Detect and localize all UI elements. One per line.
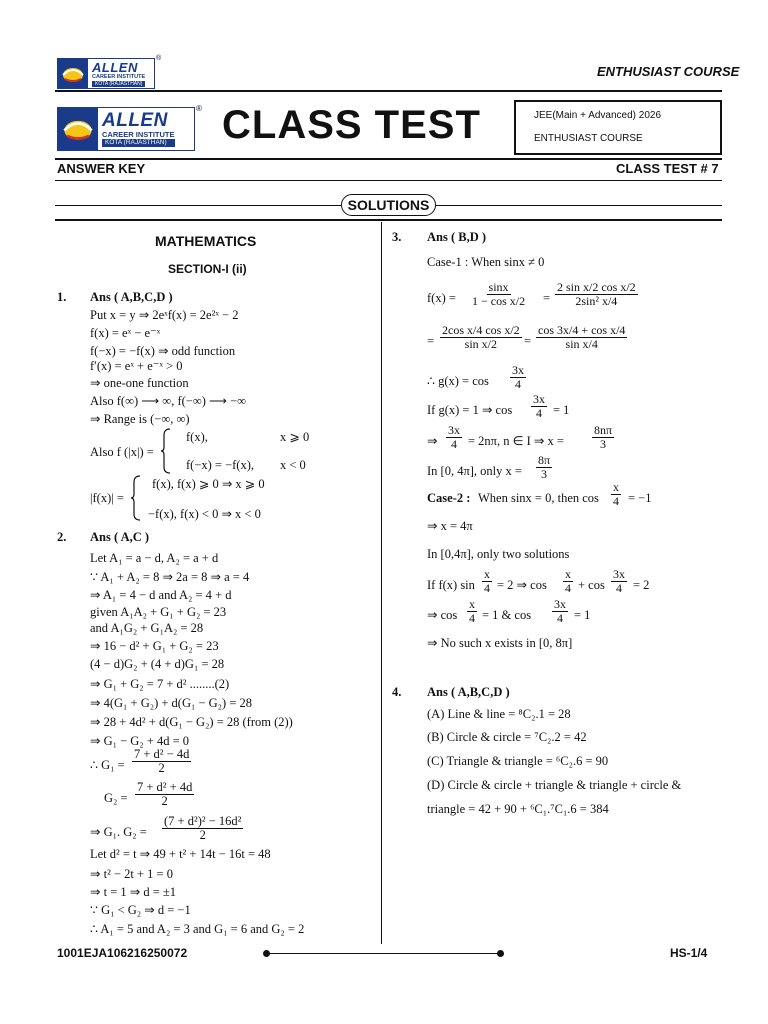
denominator: 4 <box>451 437 457 451</box>
solution-line: Also f(∞) ⟶ ∞, f(−∞) ⟶ −∞ <box>90 394 247 408</box>
denominator: 2 <box>161 794 168 808</box>
fraction <box>555 281 638 308</box>
solution-line: ∵ A₁ + A₂ = 8 ⇒ 2a = 8 ⇒ a = 4 <box>90 570 250 584</box>
numerator: 8nπ <box>594 423 613 437</box>
allen-emblem-icon <box>58 108 98 150</box>
solution-line: (C) Triangle & triangle = ⁶C₂.6 = 90 <box>427 754 609 768</box>
solution-line: ⇒ one-one function <box>90 376 189 390</box>
page-number: HS-1/4 <box>670 946 708 960</box>
numerator: 3x <box>533 392 545 406</box>
solution-line: triangle = 42 + 90 + ⁶C₁.⁷C₁.6 = 384 <box>427 802 609 816</box>
denominator: 4 <box>484 581 490 595</box>
denominator: 3 <box>541 467 548 481</box>
solution-line: ⇒ A₁ = 4 − d and A₂ = 4 + d <box>90 588 232 602</box>
solutions-badge <box>341 194 436 216</box>
solution-line: = <box>427 334 435 348</box>
denominator: 2 <box>199 828 206 842</box>
question-number: 1. <box>57 290 67 304</box>
numerator: 2cos x/4 cos x/2 <box>442 323 520 337</box>
footer-dot <box>497 950 504 957</box>
fraction <box>563 568 573 595</box>
solution-line: ⇒ Range is (−∞, ∞) <box>90 412 190 426</box>
denominator: 4 <box>616 581 622 595</box>
solution-line: ⇒ 4(G₁ + G₂) + d(G₁ − G₂) = 28 <box>90 696 252 710</box>
numerator: (7 + d²)² − 16d² <box>164 814 242 828</box>
small-allen-logo <box>57 58 155 89</box>
registered-mark: ® <box>196 104 202 113</box>
numerator: 7 + d² − 4d <box>134 747 190 761</box>
solution-line: ⇒ G₁ − G₂ + 4d = 0 <box>90 734 190 748</box>
section-heading: SECTION-I (ii) <box>168 262 247 276</box>
header-rule <box>55 180 722 181</box>
solution-line: Case-1 : When sinx ≠ 0 <box>427 255 545 269</box>
footer-dot <box>263 950 270 957</box>
subject-heading: MATHEMATICS <box>155 233 257 249</box>
numerator: x <box>613 480 619 494</box>
fraction <box>440 324 522 351</box>
solution-line: = <box>524 334 532 348</box>
solution-line: ⇒ No such x exists in [0, 8π] <box>427 636 573 650</box>
fraction <box>536 324 627 351</box>
logo-location: KOTA (RAJASTHAN) <box>92 81 145 87</box>
denominator: 4 <box>536 406 542 420</box>
case-label: Case-2 : <box>427 491 471 505</box>
solution-line: + cos <box>578 578 605 592</box>
solution-line: In [0,4π], only two solutions <box>427 547 570 561</box>
solution-line: f(−x) = −f(x) ⇒ odd function <box>90 344 236 358</box>
answer-label: Ans ( A,B,C,D ) <box>90 290 173 304</box>
solution-line: ⇒ 28 + 4d² + d(G₁ − G₂) = 28 (from (2)) <box>90 715 293 729</box>
denominator: 2sin² x/4 <box>575 294 618 308</box>
solution-line: Let A₁ = a − d, A₂ = a + d <box>90 551 219 565</box>
solution-line: G₂ = <box>104 791 128 805</box>
solution-line: f(x), f(x) ⩾ 0 ⇒ x ⩾ 0 <box>152 477 265 491</box>
document-code: 1001EJA106216250072 <box>57 946 188 960</box>
denominator: 4 <box>565 581 571 595</box>
solution-line: ⇒ cos <box>427 608 458 622</box>
denominator: 4 <box>557 611 563 625</box>
solution-line: If f(x) sin <box>427 578 475 592</box>
solution-line: = 1 & cos <box>482 608 532 622</box>
solution-line: If g(x) = 1 ⇒ cos <box>427 403 513 417</box>
solution-line: f(x) = <box>427 291 456 305</box>
left-brace-icon <box>160 427 172 475</box>
numerator: cos 3x/4 + cos x/4 <box>538 323 626 337</box>
denominator: 4 <box>613 494 619 508</box>
numerator: 3x <box>448 423 460 437</box>
solution-line: ⇒ x = 4π <box>427 519 473 533</box>
header-rule <box>55 90 722 92</box>
denominator: sin x/4 <box>565 337 598 351</box>
numerator: 3x <box>512 363 524 377</box>
solution-line: f(x) = eˣ − e⁻ˣ <box>90 326 161 340</box>
solution-line: = 1 <box>574 608 591 622</box>
numerator: x <box>469 597 475 611</box>
fraction <box>470 281 527 308</box>
numerator: x <box>565 567 571 581</box>
course-info-box <box>514 100 722 155</box>
solution-line: ∵ G₁ < G₂ ⇒ d = −1 <box>90 903 191 917</box>
question-number: 3. <box>392 230 402 244</box>
solution-line: Put x = y ⇒ 2eˣf(x) = 2e²ˣ − 2 <box>90 308 239 322</box>
solution-line: ⇒ G₁. G₂ = <box>90 825 147 839</box>
solution-line: −f(x), f(x) < 0 ⇒ x < 0 <box>148 507 261 521</box>
solution-line: (A) Line & line = ⁸C₂.1 = 28 <box>427 707 571 721</box>
class-test-number: CLASS TEST # 7 <box>616 161 719 176</box>
exam-label: JEE(Main + Advanced) 2026 <box>534 110 662 121</box>
solutions-label: SOLUTIONS <box>347 197 430 213</box>
solution-line: ∴ g(x) = cos <box>427 374 489 388</box>
solution-line: = <box>543 291 551 305</box>
solution-line: = 2 <box>633 578 650 592</box>
numerator: 8π <box>538 453 551 467</box>
fraction <box>482 568 492 595</box>
logo-sub: CAREER INSTITUTE <box>92 73 146 80</box>
answer-label: Ans ( B,D ) <box>427 230 487 244</box>
fraction <box>162 815 243 842</box>
solution-line: Let d² = t ⇒ 49 + t² + 14t − 16t = 48 <box>90 847 271 861</box>
solution-line: given A₁A₂ + G₁ + G₂ = 23 <box>90 605 227 619</box>
left-brace-icon <box>130 474 142 522</box>
answer-label: Ans ( A,C ) <box>90 530 150 544</box>
fraction <box>536 454 552 481</box>
denominator: 4 <box>469 611 475 625</box>
solution-line: x < 0 <box>280 458 306 472</box>
numerator: 3x <box>613 567 625 581</box>
answer-label: Ans ( A,B,C,D ) <box>427 685 510 699</box>
solution-line: f(x), <box>186 430 208 444</box>
solutions-rule-right <box>436 205 722 206</box>
registered-mark: ® <box>156 55 162 62</box>
footer-rule <box>266 953 501 954</box>
allen-emblem-icon <box>58 59 88 88</box>
solution-line: When sinx = 0, then cos <box>478 491 599 505</box>
solution-line: x ⩾ 0 <box>280 430 310 444</box>
solution-line: = 2 ⇒ cos <box>497 578 547 592</box>
question-number: 2. <box>57 530 67 544</box>
solution-line: (D) Circle & circle + triangle & triangle + circle & <box>427 778 682 792</box>
question-number: 4. <box>392 685 402 699</box>
denominator: 4 <box>515 377 521 391</box>
course-label: ENTHUSIAST COURSE <box>597 64 740 79</box>
solution-line: = −1 <box>628 491 652 505</box>
solution-line: (4 − d)G₂ + (4 + d)G₁ = 28 <box>90 657 225 671</box>
logo-brand: ALLEN <box>92 59 138 75</box>
numerator: 3x <box>554 597 566 611</box>
solution-line: f(−x) = −f(x), <box>186 458 254 472</box>
fraction <box>132 748 191 775</box>
solutions-rule-left <box>55 205 341 206</box>
denominator: sin x/2 <box>464 337 497 351</box>
solution-line: ∴ G₁ = <box>90 758 125 772</box>
solution-line: ∴ A₁ = 5 and A₂ = 3 and G₁ = 6 and G₂ = 2 <box>90 922 305 936</box>
denominator: 1 − cos x/2 <box>472 294 526 308</box>
solution-line: = 2nπ, n ∈ I ⇒ x = <box>468 434 564 448</box>
solution-line: ⇒ <box>427 434 438 448</box>
big-allen-logo <box>57 107 195 151</box>
page-title: CLASS TEST <box>222 103 481 147</box>
solution-line: ⇒ 16 − d² + G₁ + G₂ = 23 <box>90 639 219 653</box>
logo-brand: ALLEN <box>102 110 168 131</box>
section-rule <box>55 219 722 221</box>
fraction <box>446 424 462 451</box>
logo-sub: CAREER INSTITUTE <box>102 130 175 139</box>
solution-line: f′(x) = eˣ + e⁻ˣ > 0 <box>90 359 183 373</box>
logo-location: KOTA (RAJASTHAN) <box>102 139 175 147</box>
fraction <box>510 364 526 391</box>
numerator: sinx <box>488 280 509 294</box>
solution-line: ⇒ G₁ + G₂ = 7 + d² ........(2) <box>90 677 230 691</box>
solution-line: |f(x)| = <box>90 491 124 505</box>
solution-line: and A₁G₂ + G₁A₂ = 28 <box>90 621 204 635</box>
numerator: 2 sin x/2 cos x/2 <box>557 280 636 294</box>
numerator: 7 + d² + 4d <box>137 780 193 794</box>
fraction <box>611 568 627 595</box>
course-name: ENTHUSIAST COURSE <box>534 133 643 144</box>
fraction <box>552 598 568 625</box>
numerator: x <box>484 567 490 581</box>
fraction <box>592 424 614 451</box>
fraction <box>467 598 477 625</box>
solution-line: ⇒ t = 1 ⇒ d = ±1 <box>90 885 177 899</box>
denominator: 3 <box>600 437 607 451</box>
solution-line: Also f (|x|) = <box>90 445 154 459</box>
answer-key-label: ANSWER KEY <box>57 161 146 176</box>
solution-line: ⇒ t² − 2t + 1 = 0 <box>90 867 173 881</box>
denominator: 2 <box>158 761 165 775</box>
solution-line: (B) Circle & circle = ⁷C₂.2 = 42 <box>427 730 587 744</box>
header-rule <box>55 158 722 160</box>
fraction <box>611 481 621 508</box>
fraction <box>135 781 194 808</box>
fraction <box>531 393 547 420</box>
column-divider <box>381 222 382 944</box>
solution-line: In [0, 4π], only x = <box>427 464 522 478</box>
solution-line: = 1 <box>553 403 570 417</box>
